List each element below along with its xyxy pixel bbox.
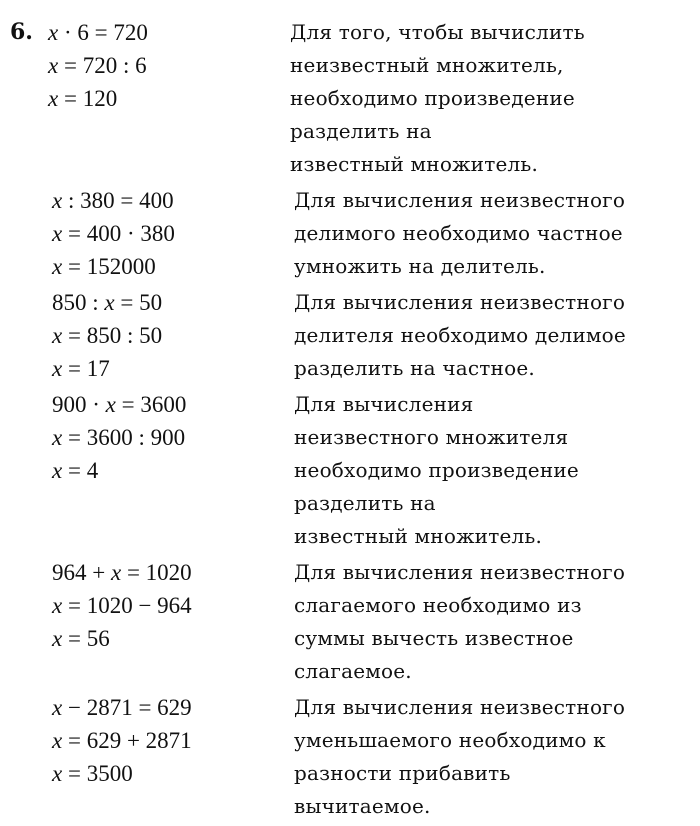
explanation-line: разделить на: [290, 119, 432, 143]
equation-line: x = 152000: [52, 254, 156, 279]
explanation-line: делимого необходимо частное: [294, 221, 623, 245]
explanation-column: [294, 286, 700, 385]
explanation-line: разделить на частное.: [294, 356, 535, 380]
explanation-line: Для вычисления: [294, 392, 474, 416]
variable-x: x: [48, 53, 59, 78]
equation-line: x = 17: [52, 356, 110, 381]
variable-x: x: [52, 188, 63, 213]
equation-block-1: [0, 16, 700, 181]
equation-column: [52, 286, 294, 385]
explanation-line: слагаемое.: [294, 659, 412, 683]
equation-line: x = 120: [48, 86, 118, 111]
variable-x: x: [52, 254, 63, 279]
explanation-line: умножить на делитель.: [294, 254, 546, 278]
equation-line: x = 400 · 380: [52, 221, 175, 246]
equation-line: 964 + x = 1020: [52, 560, 192, 585]
equation-column: [52, 184, 294, 283]
variable-x: x: [52, 626, 63, 651]
equation-line: x = 850 : 50: [52, 323, 163, 348]
variable-x: x: [104, 290, 115, 315]
equation-block-2: [0, 184, 700, 283]
variable-x: x: [110, 560, 122, 585]
equation-line: x = 4: [52, 458, 99, 483]
equation-line: x = 720 : 6: [48, 53, 147, 78]
equation-block-4: [0, 388, 700, 553]
explanation-line: уменьшаемого необходимо к: [294, 728, 606, 752]
explanation-line: делителя необходимо делимое: [294, 323, 626, 347]
variable-x: x: [52, 458, 63, 483]
explanation-line: Для вычисления неизвестного: [294, 560, 626, 584]
equation-column: [52, 691, 294, 823]
equation-line: x = 629 + 2871: [52, 728, 192, 753]
variable-x: x: [52, 425, 63, 450]
explanation-line: Для вычисления неизвестного: [294, 188, 626, 212]
explanation-line: Для вычисления неизвестного: [294, 290, 626, 314]
variable-x: x: [48, 20, 59, 45]
equation-column: [48, 16, 290, 181]
equation-line: 850 : x = 50: [52, 290, 163, 315]
variable-x: x: [52, 761, 63, 786]
equation-line: x − 2871 = 629: [52, 695, 192, 720]
explanation-line: разности прибавить: [294, 761, 511, 785]
explanation-line: вычитаемое.: [294, 794, 431, 818]
equation-block-3: [0, 286, 700, 385]
explanation-line: известный множитель.: [290, 152, 539, 176]
explanation-line: неизвестного множителя: [294, 425, 569, 449]
explanation-column: [290, 16, 700, 181]
explanation-column: [294, 556, 700, 688]
explanation-line: известный множитель.: [294, 524, 543, 548]
explanation-line: необходимо произведение: [290, 86, 575, 110]
equation-line: x = 3500: [52, 761, 133, 786]
explanation-line: суммы вычесть известное: [294, 626, 574, 650]
explanation-line: необходимо произведение: [294, 458, 579, 482]
explanation-line: Для того, чтобы вычислить: [290, 20, 585, 44]
variable-x: x: [52, 221, 63, 246]
variable-x: x: [105, 392, 116, 417]
explanation-column: [294, 184, 700, 283]
variable-x: x: [48, 86, 59, 111]
variable-x: x: [52, 728, 63, 753]
variable-x: x: [52, 323, 63, 348]
variable-x: x: [52, 695, 63, 720]
task-number: 6.: [10, 19, 33, 45]
equation-column: [52, 556, 294, 688]
textbook-page: [0, 16, 700, 826]
explanation-column: [294, 691, 700, 823]
explanation-line: слагаемого необходимо из: [294, 593, 582, 617]
equation-block-5: [0, 556, 700, 688]
equation-line: x = 56: [52, 626, 110, 651]
equation-column: [52, 388, 294, 553]
equation-line: 900 · x = 3600: [52, 392, 187, 417]
explanation-line: неизвестный множитель,: [290, 53, 564, 77]
variable-x: x: [52, 593, 63, 618]
explanation-line: Для вычисления неизвестного: [294, 695, 626, 719]
equation-line: x = 3600 : 900: [52, 425, 186, 450]
variable-x: x: [52, 356, 63, 381]
equation-line: x = 1020 − 964: [52, 593, 192, 618]
equation-block-6: [0, 691, 700, 823]
equation-line: x : 380 = 400: [52, 188, 174, 213]
explanation-column: [294, 388, 700, 553]
explanation-line: разделить на: [294, 491, 436, 515]
equation-line: x · 6 = 720: [48, 20, 148, 45]
